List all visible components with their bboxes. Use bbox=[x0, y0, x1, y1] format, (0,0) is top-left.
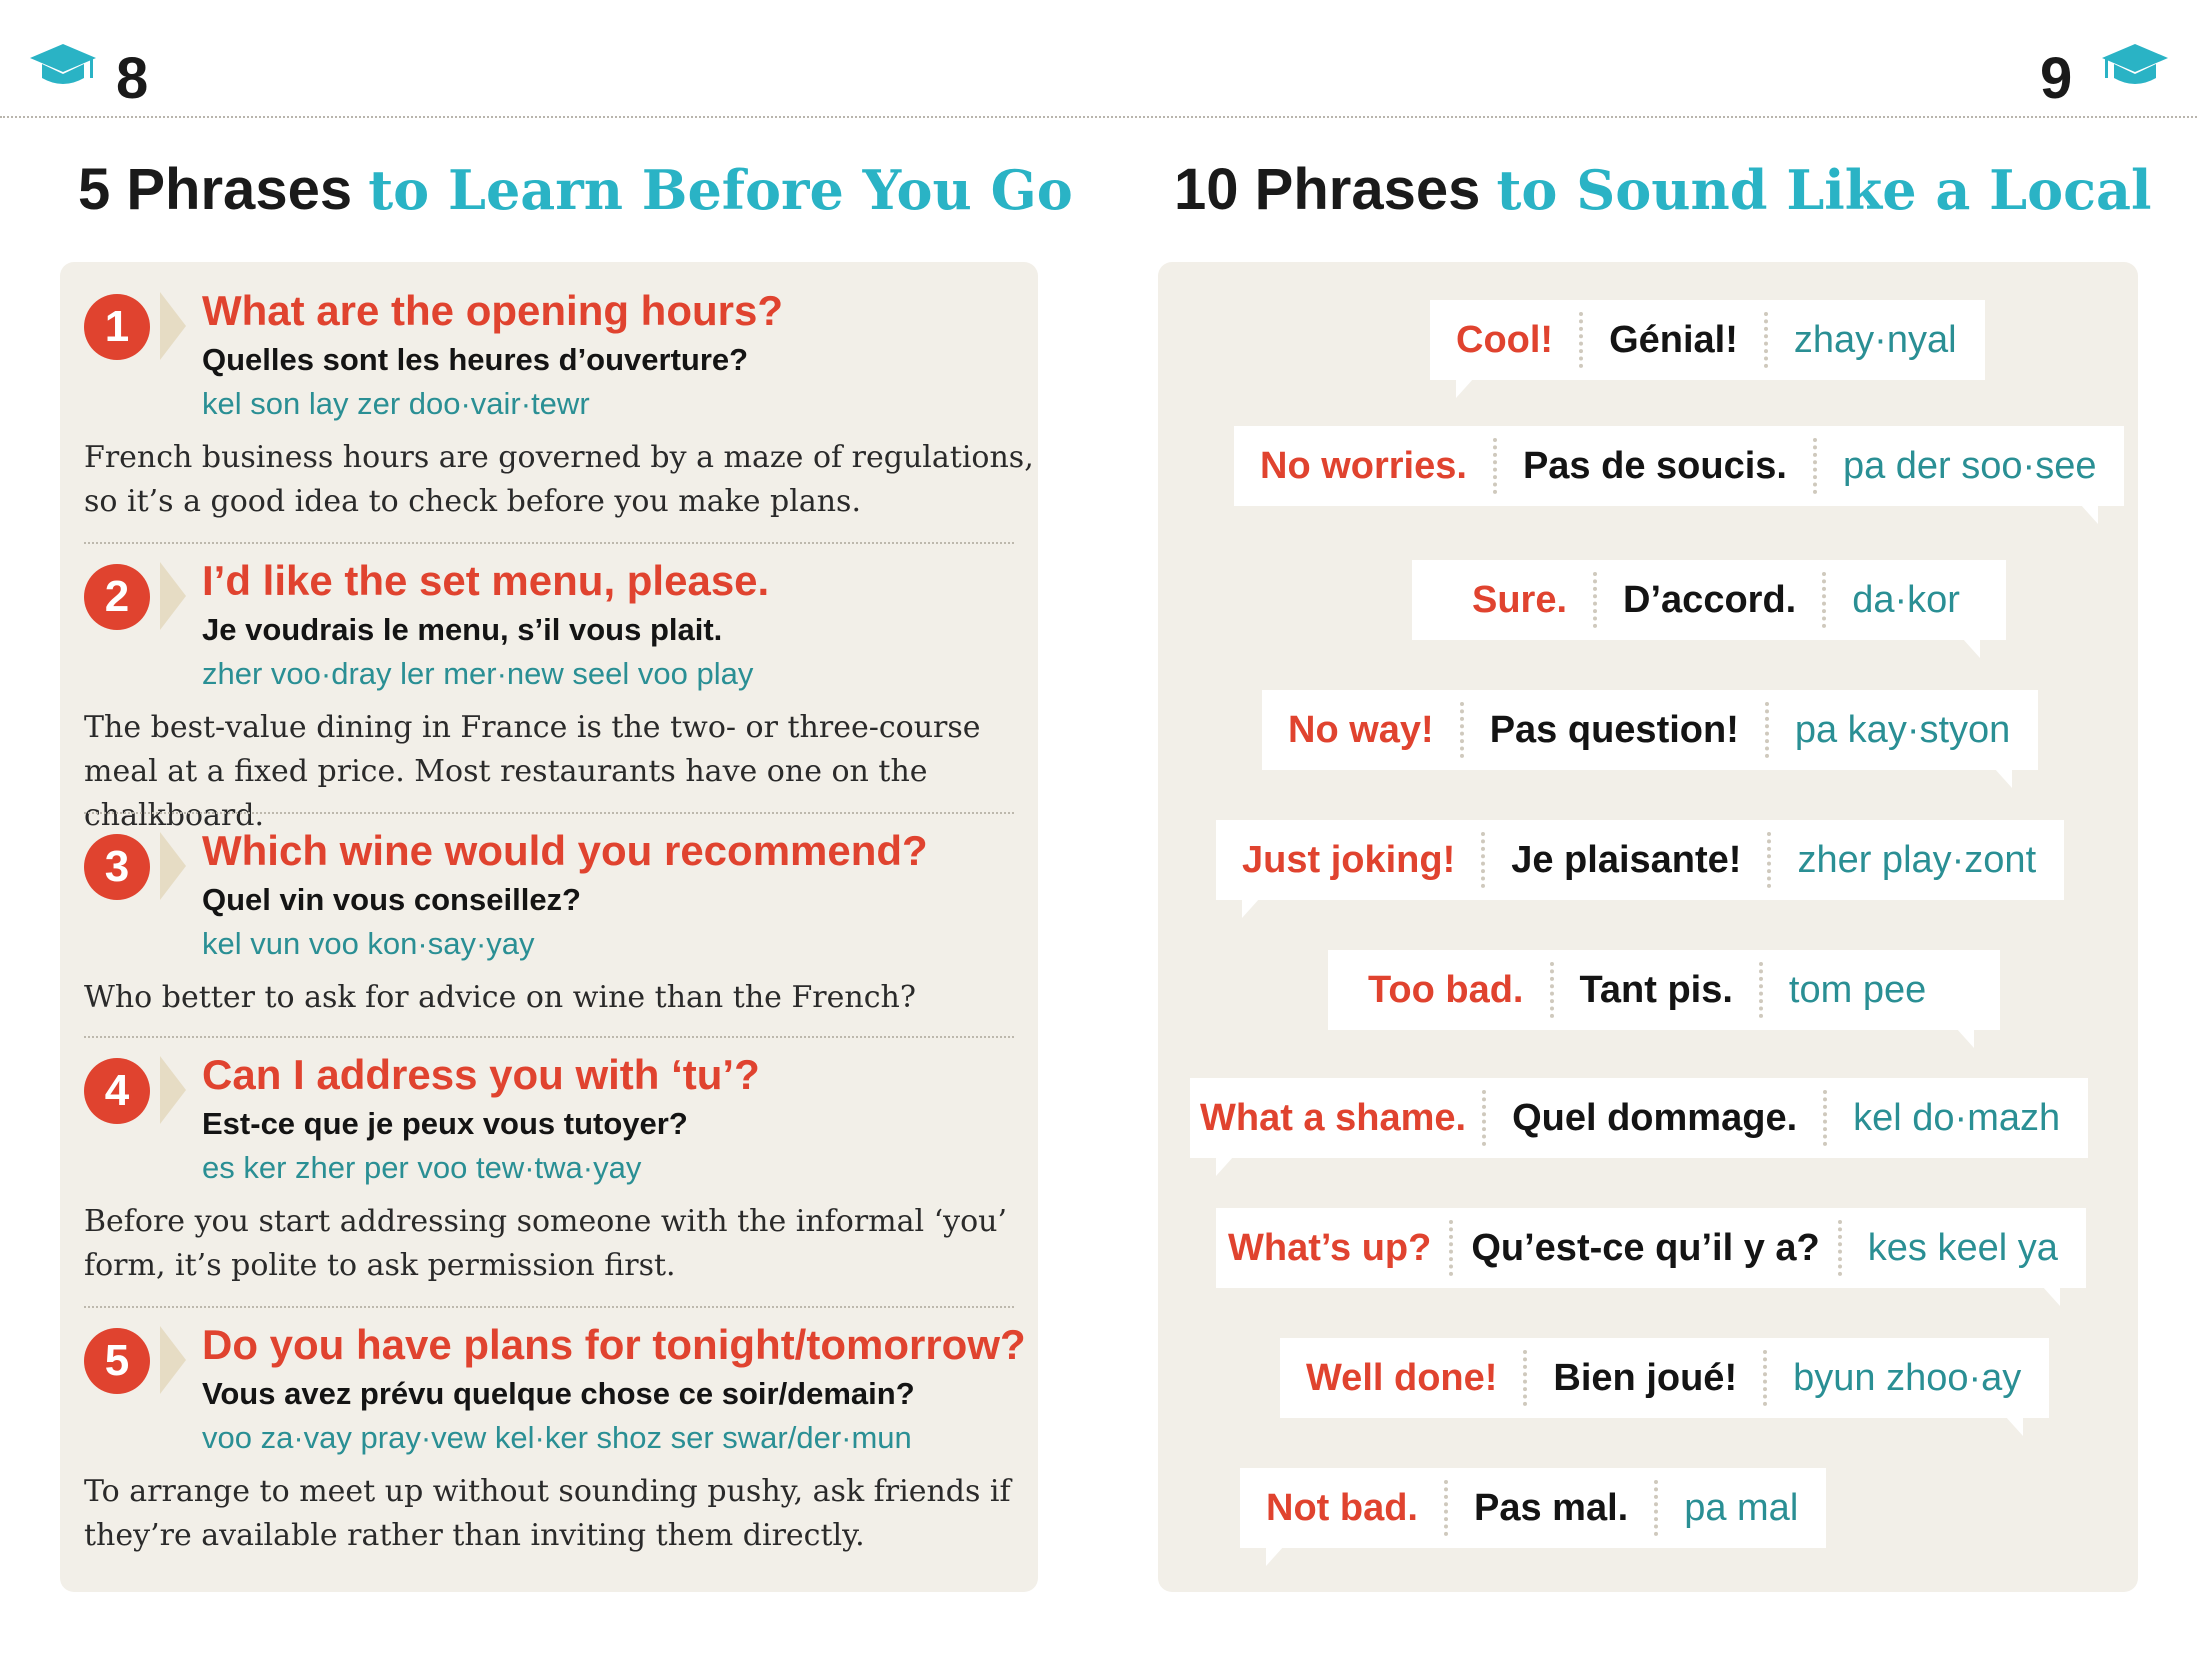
speech-tail bbox=[1994, 768, 2012, 788]
speech-bubble bbox=[1280, 1338, 2049, 1418]
number-badge: 4 bbox=[84, 1058, 150, 1124]
speech-bubble bbox=[1190, 1078, 2088, 1158]
speech-bubble bbox=[1328, 950, 2000, 1030]
right-title-count: 10 Phrases bbox=[1174, 157, 1481, 222]
speech-tail bbox=[1242, 898, 1260, 918]
divider bbox=[84, 1036, 1014, 1038]
bubble-french: Pas question! bbox=[1489, 708, 1739, 751]
left-title-subtitle: to Learn Before You Go bbox=[368, 158, 1073, 222]
phrase-pronunciation: kel vun voo kon·say·yay bbox=[202, 926, 535, 961]
speech-bubble bbox=[1262, 690, 2038, 770]
phrase-french: Est-ce que je peux vous tutoyer? bbox=[202, 1106, 688, 1141]
chevron-right-icon bbox=[160, 562, 186, 630]
speech-tail bbox=[1266, 1546, 1284, 1566]
number-badge: 3 bbox=[84, 834, 150, 900]
bubble-english: Well done! bbox=[1306, 1356, 1498, 1399]
speech-bubble bbox=[1216, 820, 2064, 900]
speech-tail bbox=[2042, 1286, 2060, 1306]
number-badge: 2 bbox=[84, 564, 150, 630]
bubble-english: Too bad. bbox=[1368, 968, 1524, 1011]
phrase-pronunciation: es ker zher per voo tew·twa·yay bbox=[202, 1150, 642, 1185]
phrase-pronunciation: zher voo·dray ler mer·new seel voo play bbox=[202, 656, 754, 691]
bubble-pronunciation: tom pee bbox=[1788, 968, 1927, 1011]
phrase-english: Can I address you with ‘tu’? bbox=[202, 1051, 760, 1098]
phrase-french: Je voudrais le menu, s’il vous plait. bbox=[202, 612, 723, 647]
number-badge: 1 bbox=[84, 294, 150, 360]
bubble-pronunciation: pa der soo·see bbox=[1842, 444, 2097, 487]
bubble-english: What’s up? bbox=[1228, 1226, 1432, 1269]
phrase-french: Vous avez prévu quelque chose ce soir/demain? bbox=[202, 1376, 915, 1411]
bubble-english: Not bad. bbox=[1266, 1486, 1418, 1529]
bubble-french: Je plaisante! bbox=[1511, 838, 1742, 881]
left-title-count: 5 Phrases bbox=[78, 157, 353, 222]
bubble-english: Cool! bbox=[1456, 318, 1554, 361]
phrase-note: To arrange to meet up without sounding pushy, ask friends if they’re available rather than inviting them directly. bbox=[84, 1474, 1011, 1553]
chevron-right-icon bbox=[160, 292, 186, 360]
bubble-pronunciation: kel do·mazh bbox=[1853, 1096, 2061, 1139]
phrase-note: French business hours are governed by a maze of regulations, so it’s a good idea to check before you make plans. bbox=[84, 440, 1034, 519]
bubble-english: What a shame. bbox=[1200, 1096, 1467, 1139]
bubble-french: Tant pis. bbox=[1579, 968, 1733, 1011]
bubble-english: Sure. bbox=[1472, 578, 1568, 621]
bubble-pronunciation: da·kor bbox=[1852, 578, 1960, 621]
speech-tail bbox=[1456, 378, 1474, 398]
phrase-english: I’d like the set menu, please. bbox=[202, 557, 770, 604]
bubble-pronunciation: zher play·zont bbox=[1797, 838, 2037, 881]
speech-bubble bbox=[1240, 1468, 1826, 1548]
bubble-french: Quel dommage. bbox=[1512, 1096, 1798, 1139]
phrase-note: The best-value dining in France is the two- or three-course meal at a fixed price. Most restaurants have one on the chalkboard. bbox=[84, 710, 981, 833]
speech-tail bbox=[2080, 504, 2098, 524]
divider bbox=[84, 812, 1014, 814]
phrase-pronunciation: voo za·vay pray·vew kel·ker shoz ser swar/der·mun bbox=[202, 1420, 912, 1455]
phrase-pronunciation: kel son lay zer doo·vair·tewr bbox=[202, 386, 590, 421]
divider bbox=[84, 542, 1014, 544]
phrase-french: Quel vin vous conseillez? bbox=[202, 882, 581, 917]
phrase-english: What are the opening hours? bbox=[202, 287, 784, 334]
right-title-subtitle: to Sound Like a Local bbox=[1496, 158, 2152, 222]
bubble-french: Pas mal. bbox=[1473, 1486, 1629, 1529]
local-phrases-panel bbox=[1158, 262, 2138, 1592]
left-section-title bbox=[78, 152, 1073, 228]
phrase-french: Quelles sont les heures d’ouverture? bbox=[202, 342, 749, 377]
page-header bbox=[0, 0, 2197, 118]
bubble-english: No worries. bbox=[1260, 444, 1467, 487]
bubble-french: Génial! bbox=[1609, 318, 1738, 361]
chevron-right-icon bbox=[160, 1056, 186, 1124]
bubble-french: Qu’est-ce qu’il y a? bbox=[1471, 1226, 1820, 1269]
phrases-panel bbox=[60, 262, 1038, 1592]
bubble-english: No way! bbox=[1288, 708, 1434, 751]
chevron-right-icon bbox=[160, 832, 186, 900]
bubble-pronunciation: zhay·nyal bbox=[1793, 318, 1957, 361]
speech-bubble bbox=[1216, 1208, 2086, 1288]
speech-tail bbox=[1962, 638, 1980, 658]
bubble-pronunciation: pa kay·styon bbox=[1794, 708, 2011, 751]
bubble-pronunciation: byun zhoo·ay bbox=[1793, 1356, 2022, 1399]
graduation-cap-icon bbox=[2100, 40, 2170, 96]
bubble-french: Pas de soucis. bbox=[1522, 444, 1787, 487]
speech-tail bbox=[2005, 1416, 2023, 1436]
bubble-pronunciation: kes keel ya bbox=[1867, 1226, 2058, 1269]
left-page-number: 8 bbox=[116, 46, 149, 111]
speech-bubble bbox=[1234, 426, 2124, 506]
phrase-english: Which wine would you recommend? bbox=[202, 827, 928, 874]
speech-bubble bbox=[1430, 300, 1985, 380]
number-badge: 5 bbox=[84, 1328, 150, 1394]
speech-tail bbox=[1216, 1156, 1234, 1176]
speech-bubble bbox=[1412, 560, 2006, 640]
phrase-note: Before you start addressing someone with the informal ‘you’ form, it’s polite to ask permission first. bbox=[84, 1204, 1008, 1283]
bubble-pronunciation: pa mal bbox=[1684, 1486, 1799, 1529]
bubble-english: Just joking! bbox=[1242, 838, 1456, 881]
speech-tail bbox=[1956, 1028, 1974, 1048]
graduation-cap-icon bbox=[28, 40, 98, 96]
header-divider bbox=[0, 116, 2197, 118]
divider bbox=[84, 1306, 1014, 1308]
right-section-title bbox=[1174, 152, 2152, 228]
phrase-english: Do you have plans for tonight/tomorrow? bbox=[202, 1321, 1026, 1368]
bubble-french: Bien joué! bbox=[1553, 1356, 1738, 1399]
right-page-number: 9 bbox=[2040, 46, 2073, 111]
phrase-note: Who better to ask for advice on wine than the French? bbox=[84, 980, 916, 1015]
chevron-right-icon bbox=[160, 1326, 186, 1394]
bubble-french: D’accord. bbox=[1623, 578, 1797, 621]
